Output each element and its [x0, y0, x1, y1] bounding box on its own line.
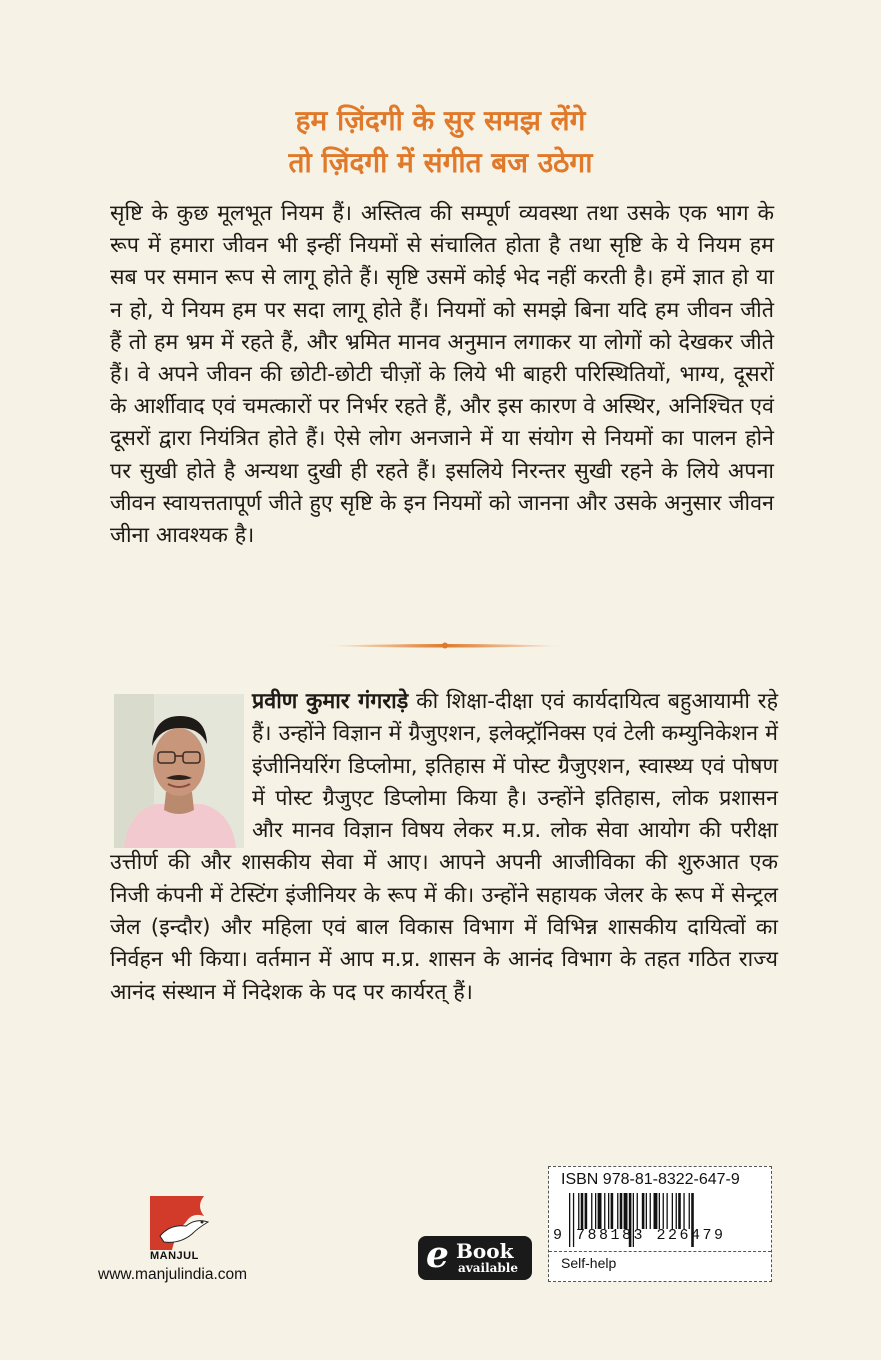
ebook-available-word: available [458, 1261, 518, 1275]
genre-label: Self-help [561, 1255, 617, 1271]
isbn-barcode-box [548, 1166, 772, 1282]
tagline-line-1: हम ज़िंदगी के सुर समझ लेंगे [295, 104, 586, 137]
ebook-e-letter: e [426, 1234, 449, 1276]
tagline-line-2: तो ज़िंदगी में संगीत बज उठेगा [288, 146, 593, 179]
barcode-digits-row [549, 1227, 771, 1247]
ebook-book-word: Book [456, 1239, 514, 1263]
publisher-block [98, 1192, 298, 1290]
author-name: प्रवीण कुमार गंगराड़े [252, 689, 409, 714]
author-bio [110, 686, 778, 1009]
book-description: सृष्टि के कुछ मूलभूत नियम हैं। अस्तित्व की सम्पूर्ण व्यवस्था तथा उसके एक भाग के रूप में हमारा जीवन भी इन्हीं नियमों से संचालित होता है तथा सृष्टि के ये नियम हम सब पर समान रूप से लागू होते हैं। सृष्टि उसमें कोई भेद नहीं करती है। हमें ज्ञात हो या न हो, ये नियम हम पर सदा लागू होते हैं। नियमों को समझे बिना यदि हम जीवन जीते हैं तो हम भ्रम में रहते हैं, और भ्रमित मानव अनुमान लगाकर या लोगों को देखकर जीते हैं। वे अपने जीवन की छोटी-छोटी चीज़ों के लिये भी बाहरी परिस्थितियों, भाग्य, दूसरों के आर्शीवाद एवं चमत्कारों पर निर्भर रहते हैं, और इस कारण वे अस्थिर, अनिश्चित एवं दूसरों द्वारा नियंत्रित होते हैं। ऐसे लोग अनजाने में या संयोग से नियमों का पालन होने पर सुखी होते है अन्यथा दुखी ही रहते हैं। इसलिये निरन्तर सुखी रहने के लिये अपना जीवन स्वायत्ततापूर्ण जीते हुए सृष्टि के इन नियमों को जानना और उसके अनुसार जीवन जीना आवश्यक है। [110, 201, 774, 549]
tagline [0, 100, 881, 184]
publisher-url[interactable]: www.manjulindia.com [98, 1266, 248, 1283]
photo-spacer [110, 686, 252, 846]
publisher-name: MANJUL [150, 1250, 199, 1262]
barcode-digits: 9 788183 226479 [553, 1227, 726, 1244]
ornamental-divider [325, 636, 565, 656]
author-bio-text: की शिक्षा-दीक्षा एवं कार्यदायित्व बहुआयामी रहे हैं। उन्होंने विज्ञान में ग्रैजुएशन, इलेक्ट्रॉनिक्स एवं टेली कम्युनिकेशन में इंजीनियरिंग डिप्लोमा, इतिहास में पोस्ट ग्रैजुएशन, स्वास्थ्य एवं पोषण में पोस्ट ग्रैजुएट डिप्लोमा किया है। उन्होंने इतिहास, लोक प्रशासन और मानव विज्ञान विषय लेकर म.प्र. लोक सेवा आयोग की परीक्षा उत्तीर्ण की और शासकीय सेवा में आए। आपने अपनी आजीविका की शुरुआत एक निजी कंपनी में टेस्टिंग इंजीनियर के रूप में की। उन्होंने सहायक जेलर के रूप में सेन्ट्रल जेल (इन्दौर) और महिला एवं बाल विकास विभाग में विभिन्न शासकीय दायित्वों का निर्वहन भी किया। वर्तमान में आप म.प्र. शासन के आनंद विभाग के तहत गठित राज्य आनंद संस्थान में निदेशक के पद पर कार्यरत् हैं। [110, 689, 779, 1005]
isbn-label: ISBN 978-81-8322-647-9 [561, 1171, 740, 1188]
manjul-logo-icon [146, 1192, 212, 1254]
isbn-separator [549, 1251, 771, 1252]
ebook-available-badge [418, 1236, 532, 1280]
